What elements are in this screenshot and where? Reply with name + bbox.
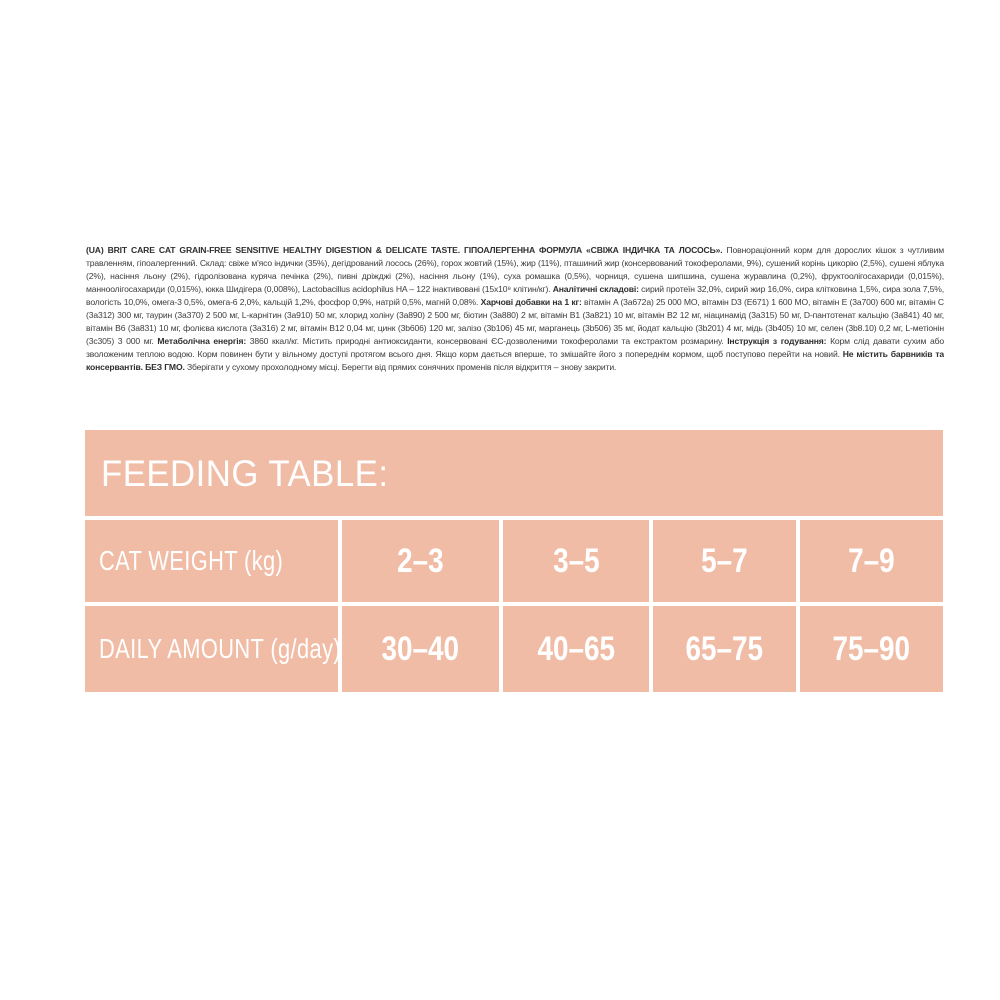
table-cell-amount-4: 75–90: [800, 606, 943, 692]
ingredients-text: [86, 244, 944, 402]
feeding-table-title: FEEDING TABLE:: [101, 453, 389, 494]
analysis-label: Аналітичні складові:: [552, 284, 642, 294]
energy-text: 3860 ккал/кг. Містить природні антиоксиданти, консервовані ЄС-дозволеними токоферолами та екстрактом розмарину.: [249, 336, 728, 346]
table-row-label-weight: CAT WEIGHT (kg): [85, 520, 338, 602]
table-cell-amount-3: 65–75: [653, 606, 796, 692]
additives-text: вітамін A (3a672a) 25 000 МО, вітамін D3 (E671) 1 600 МО, вітамін E (3a700) 600 мг, вітамін C (3a312) 300 мг, таурин (3a370) 2 500 мг, L-карнітин (3a910) 50 мг, хлорид холіну (3a890) 2 500 мг, біотин (3a880) 2 мг, вітамін B1 (3a821) 10 мг, вітамін B2 12 мг, ніацинамід (3a315) 50 мг, D-пантотенат кальцію (3a841) 40 мг, вітамін B6 (3a831) 10 мг, фолієва кислота (3a316) 2 мг, вітамін B12 0,04 мг, цинк (3b606) 120 мг, залізо (3b106) 45 мг, марганець (3b506) 35 мг, йодат кальцію (3b201) 4 мг, мідь (3b405) 10 мг, селен (3b8.10) 0,2 мг, L-метіонін (3c305) 3 000 мг.: [86, 297, 944, 346]
ingredients-heading: (UA) BRIT CARE CAT GRAIN-FREE SENSITIVE HEALTHY DIGESTION & DELICATE TASTE. ГІПОАЛЕРГЕННА ФОРМУЛА «СВІЖА ІНДИЧКА ТА ЛОСОСЬ».: [86, 245, 727, 255]
table-row-label-amount: DAILY AMOUNT (g/day): [85, 606, 338, 692]
table-cell-weight-1: 2–3: [342, 520, 499, 602]
ingredients-body: Повнораціонний корм для дорослих кішок з чутливим травленням, гіпоалергенний. Склад: свіже м'ясо індички (35%), дегідрований лосось (26%), горох жовтий (15%), жир (11%), пташиний жир (консервований токоферолами, 9%), сушений корінь цикорію (2,5%), сушені яблука (2%), насіння льону (2%), гідролізована куряча печінка (2%), пивні дріжджі (2%), насіння льону (1%), суха ромашка (0,5%), чорниця, сушена шипшина, сушена журавлина (0,2%), фруктоолігосахариди (0,015%), манноолігосахариди (0,015%), юкка Шидігера (0,008%), Lactobacillus acidophilus HA – 122 інактивовані (15x10⁹ клітин/кг).: [86, 245, 944, 294]
table-cell-amount-2: 40–65: [503, 606, 649, 692]
additives-label: Харчові добавки на 1 кг:: [480, 297, 585, 307]
table-cell-weight-3: 5–7: [653, 520, 796, 602]
no-preservatives-note: Не містить барвників та консервантів. БЕЗ ГМО.: [86, 349, 944, 372]
table-cell-weight-2: 3–5: [503, 520, 649, 602]
instructions-text: Корм слід давати сухим або зволоженим теплою водою. Корм повинен бути у вільному доступі протягом всього дня. Якщо корм дається вперше, то змішайте його з попереднім кормом, щоб поступово перейти на новий.: [86, 336, 944, 359]
analysis-text: сирий протеїн 32,0%, сирий жир 16,0%, сира клітковина 1,5%, сира зола 7,5%, вологість 10,0%, омега-3 0,5%, омега-6 2,0%, кальцій 1,2%, фосфор 0,9%, натрій 0,5%, магній 0,08%.: [86, 284, 944, 307]
energy-label: Метаболічна енергія:: [157, 336, 250, 346]
feeding-table-header: [85, 430, 943, 516]
table-cell-amount-1: 30–40: [342, 606, 499, 692]
table-cell-weight-4: 7–9: [800, 520, 943, 602]
feeding-table: [85, 430, 943, 692]
storage-text: Зберігати у сухому прохолодному місці. Берегти від прямих сонячних променів після відкриття – знову закрити.: [186, 362, 617, 372]
instructions-label: Інструкція з годування:: [727, 336, 831, 346]
